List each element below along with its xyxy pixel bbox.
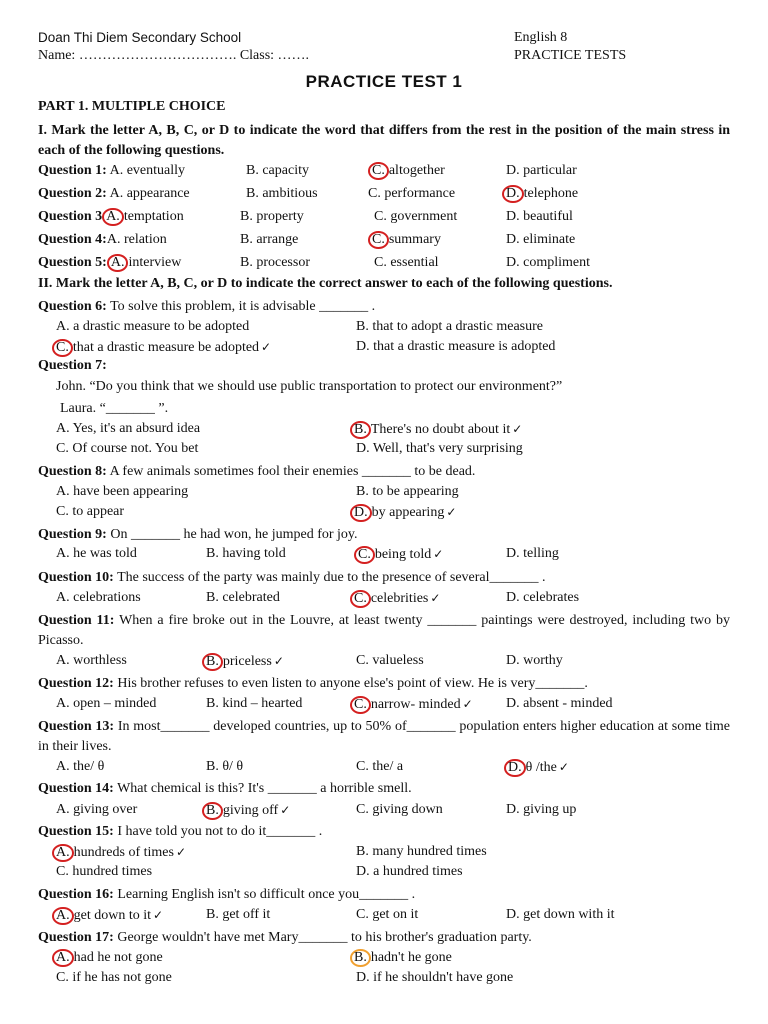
answer-circle: A. <box>52 844 74 862</box>
option: B. arrange <box>240 232 299 247</box>
option: A. giving over <box>56 802 138 817</box>
check-mark-icon: ✓ <box>433 547 444 561</box>
option: D. compliment <box>506 255 590 270</box>
option: A. celebrations <box>56 590 141 605</box>
option: C. to appear <box>56 504 125 519</box>
option: A. worthless <box>56 653 127 668</box>
school-name: Doan Thi Diem Secondary School <box>38 30 242 45</box>
option: D. Well, that's very surprising <box>356 441 523 456</box>
subject-label: English 8 <box>514 30 568 45</box>
option: D. worthy <box>506 653 563 668</box>
option: B. to be appearing <box>356 484 459 499</box>
option: B. ambitious <box>246 186 318 201</box>
option: D. get down with it <box>506 907 615 922</box>
check-mark-icon: ✓ <box>175 845 187 859</box>
option-circled: C. summary <box>368 231 441 249</box>
question-12: Question 12: His brother refuses to even listen to anyone else's point of view. He is very_______. <box>38 676 588 691</box>
option: B. processor <box>240 255 310 270</box>
answer-circle: A. <box>52 949 74 967</box>
option: A. the/ θ <box>56 759 105 774</box>
option: D. that a drastic measure is adopted <box>356 339 556 354</box>
answer-circle: C. <box>350 590 371 608</box>
option: B. property <box>240 209 304 224</box>
check-mark-icon: ✓ <box>446 505 457 519</box>
check-mark-icon: ✓ <box>273 654 284 668</box>
check-mark-icon: ✓ <box>261 340 272 354</box>
option-circled: B. priceless ✓ <box>202 652 284 671</box>
check-mark-icon: ✓ <box>558 760 569 774</box>
option: A. a drastic measure to be adopted <box>56 319 250 334</box>
answer-circle: C. <box>350 696 371 714</box>
option: D. beautiful <box>506 209 573 224</box>
option: A. have been appearing <box>56 484 189 499</box>
option-circled: A. hundreds of times ✓ <box>52 843 186 862</box>
option: A. he was told <box>56 546 137 561</box>
option-circled: B. giving off ✓ <box>202 801 290 820</box>
option-circled: C. being told ✓ <box>354 545 443 564</box>
option: D. a hundred times <box>356 864 463 879</box>
option: C. if he has not gone <box>56 970 172 985</box>
check-mark-icon: ✓ <box>153 908 164 922</box>
option-circled: B. There's no doubt about it ✓ <box>350 420 522 439</box>
question-10: Question 10: The success of the party was mainly due to the presence of several_______ . <box>38 570 546 585</box>
option-circled: A. get down to it ✓ <box>52 906 163 925</box>
question-5: Question 5: A. interview <box>38 255 182 270</box>
answer-circle: C. <box>368 231 389 249</box>
question-1: Question 1: A. eventually <box>38 163 185 178</box>
option: A. Yes, it's an absurd idea <box>56 421 201 436</box>
answer-circle-orange: B. <box>350 949 371 967</box>
check-mark-icon: ✓ <box>280 803 291 817</box>
question-8: Question 8: A few animals sometimes fool their enemies _______ to be dead. <box>38 464 476 479</box>
q7-laura: Laura. “_______ ”. <box>60 401 169 416</box>
answer-circle: C. <box>354 546 375 564</box>
question-4: Question 4:A. relation <box>38 232 167 247</box>
answer-circle: B. <box>202 802 223 820</box>
q7-john: John. “Do you think that we should use public transportation to protect our environment?” <box>56 379 563 394</box>
answer-circle: B. <box>350 421 371 439</box>
option: D. if he shouldn't have gone <box>356 970 514 985</box>
question-17: Question 17: George wouldn't have met Mary_______ to his brother's graduation party. <box>38 930 532 945</box>
section-2-instruction: II. Mark the letter A, B, C, or D to indicate the correct answer to each of the following questions. <box>38 276 613 291</box>
page-title: PRACTICE TEST 1 <box>305 72 463 91</box>
option: B. get off it <box>206 907 271 922</box>
option: B. that to adopt a drastic measure <box>356 319 543 334</box>
answer-circle: C. <box>52 339 73 357</box>
option-circled: D. θ /the ✓ <box>504 758 569 777</box>
name-class-line: Name: ……………………………. Class: ……. <box>38 48 310 63</box>
answer-circle: D. <box>350 504 372 522</box>
section-1-instruction: I. Mark the letter A, B, C, or D to indicate the word that differs from the rest in the position of the main stress in each of the following questions. <box>38 123 730 158</box>
option: D. particular <box>506 163 577 178</box>
question-7: Question 7: <box>38 358 107 373</box>
check-mark-icon: ✓ <box>430 591 441 605</box>
answer-circle: A. <box>102 208 124 226</box>
question-3: Question 3 A. temptation <box>38 209 184 224</box>
option: D. giving up <box>506 802 577 817</box>
check-mark-icon: ✓ <box>462 697 473 711</box>
option-circled: D. by appearing ✓ <box>350 503 456 522</box>
option-circled: A. had he not gone <box>52 949 163 967</box>
question-2: Question 2: A. appearance <box>38 186 190 201</box>
option: A. open – minded <box>56 696 157 711</box>
option: B. capacity <box>246 163 309 178</box>
answer-circle: C. <box>368 162 389 180</box>
question-15: Question 15: I have told you not to do it_______ . <box>38 824 323 839</box>
option: B. having told <box>206 546 286 561</box>
option-circled: D. telephone <box>502 185 578 203</box>
tests-label: PRACTICE TESTS <box>514 48 627 63</box>
option: B. kind – hearted <box>206 696 303 711</box>
question-6: Question 6: To solve this problem, it is advisable _______ . <box>38 299 376 314</box>
option: C. the/ a <box>356 759 404 774</box>
answer-circle: B. <box>202 653 223 671</box>
option: C. giving down <box>356 802 443 817</box>
option: C. government <box>374 209 458 224</box>
option: C. essential <box>374 255 439 270</box>
option: C. Of course not. You bet <box>56 441 199 456</box>
answer-circle: D. <box>504 759 526 777</box>
answer-circle: A. <box>107 254 129 272</box>
check-mark-icon: ✓ <box>512 422 523 436</box>
option: D. absent - minded <box>506 696 613 711</box>
option: B. θ/ θ <box>206 759 244 774</box>
option-circled: B. hadn't he gone <box>350 949 452 967</box>
option-circled: C. altogether <box>368 162 445 180</box>
question-13: Question 13: In most_______ developed countries, up to 50% of_______ population enters higher education at some time in their lives. <box>38 719 730 754</box>
option-circled: C. celebrities ✓ <box>350 589 440 608</box>
part-heading: PART 1. MULTIPLE CHOICE <box>38 99 226 114</box>
option: C. performance <box>368 186 456 201</box>
question-16: Question 16: Learning English isn't so difficult once you_______ . <box>38 887 416 902</box>
option: B. many hundred times <box>356 844 487 859</box>
question-9: Question 9: On _______ he had won, he jumped for joy. <box>38 527 358 542</box>
option-circled: C. narrow- minded ✓ <box>350 695 473 714</box>
question-14: Question 14: What chemical is this? It's _______ a horrible smell. <box>38 781 412 796</box>
option: C. get on it <box>356 907 419 922</box>
answer-circle: D. <box>502 185 524 203</box>
option: D. eliminate <box>506 232 576 247</box>
option: D. celebrates <box>506 590 580 605</box>
option-circled: C. that a drastic measure be adopted ✓ <box>52 338 271 357</box>
question-11: Question 11: When a fire broke out in the Louvre, at least twenty _______ paintings were destroyed, including two by Picasso. <box>38 613 730 648</box>
option: B. celebrated <box>206 590 280 605</box>
option: C. valueless <box>356 653 424 668</box>
answer-circle: A. <box>52 907 74 925</box>
option: C. hundred times <box>56 864 153 879</box>
option: D. telling <box>506 546 559 561</box>
